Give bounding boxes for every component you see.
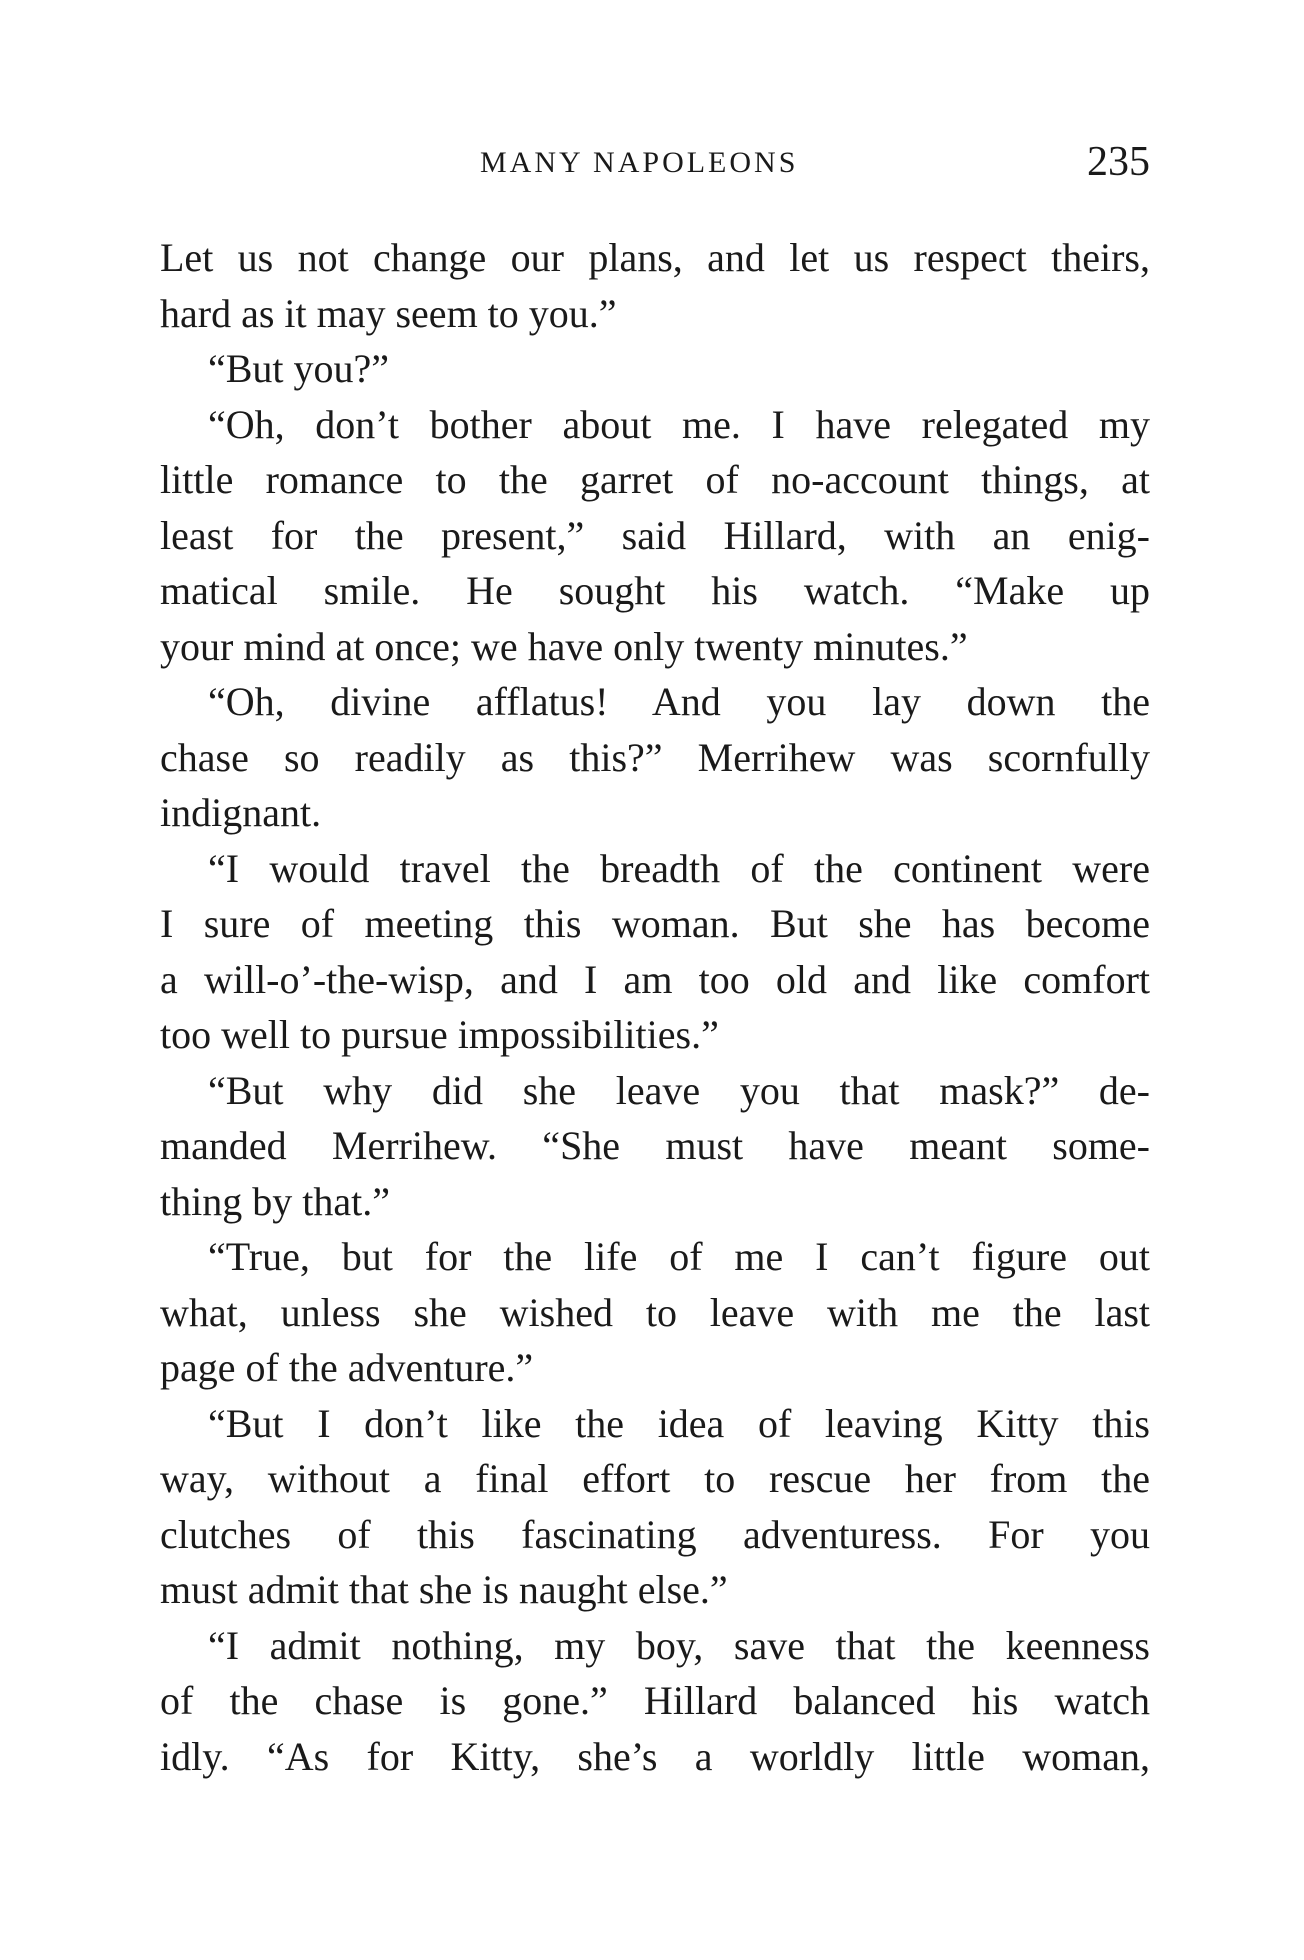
text-line: chase so readily as this?” Merrihew was scornfully: [160, 734, 1150, 780]
text-line: of the chase is gone.” Hillard balanced his watch: [160, 1678, 1150, 1723]
text-line: I sure of meeting this woman. But she has become: [160, 901, 1150, 946]
text-line: least for the present,” said Hillard, with an enig-: [160, 512, 1150, 558]
running-title: MANY NAPOLEONS: [480, 146, 799, 179]
text-line: a will-o’-the-wisp, and I am too old and like comfort: [160, 956, 1150, 1002]
text-line: “But you?”: [208, 346, 390, 391]
text-line: clutches of this fascinating adventuress. For you: [160, 1511, 1150, 1557]
text-line: hard as it may seem to you.”: [160, 290, 617, 336]
text-line: “But I don’t like the idea of leaving Kitty this: [208, 1400, 1150, 1446]
text-line: “True, but for the life of me I can’t figure out: [208, 1234, 1150, 1279]
text-line: must admit that she is naught else.”: [160, 1567, 728, 1612]
running-head: [160, 139, 1150, 192]
text-line: “Oh, divine afflatus! And you lay down the: [208, 679, 1150, 724]
text-line: Let us not change our plans, and let us respect theirs,: [160, 235, 1150, 280]
text-line: idly. “As for Kitty, she’s a worldly little woman,: [160, 1733, 1150, 1779]
text-line: little romance to the garret of no-account things, at: [160, 457, 1150, 502]
text-line: what, unless she wished to leave with me the last: [160, 1289, 1150, 1335]
text-line: “Oh, don’t bother about me. I have relegated my: [208, 401, 1150, 447]
text-line: your mind at once; we have only twenty minutes.”: [160, 623, 968, 669]
text-line: “I would travel the breadth of the continent were: [208, 845, 1150, 891]
text-line: too well to pursue impossibilities.”: [160, 1012, 719, 1057]
text-line: thing by that.”: [160, 1178, 390, 1224]
text-line: “I admit nothing, my boy, save that the keenness: [208, 1622, 1150, 1668]
text-line: page of the adventure.”: [160, 1345, 534, 1390]
text-line: manded Merrihew. “She must have meant some-: [160, 1123, 1150, 1168]
text-line: matical smile. He sought his watch. “Make up: [160, 568, 1150, 613]
page-number: 235: [1087, 139, 1150, 185]
text-line: indignant.: [160, 790, 322, 835]
text-line: way, without a final effort to rescue her from the: [160, 1456, 1150, 1501]
text-line: “But why did she leave you that mask?” de-: [208, 1067, 1150, 1113]
body-text: [160, 230, 1150, 1784]
